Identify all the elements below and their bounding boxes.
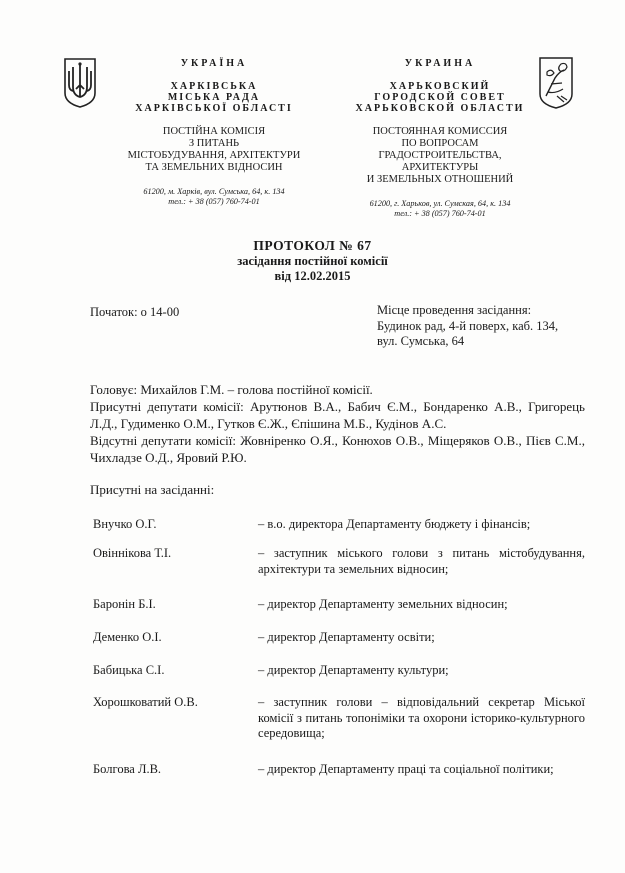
attendee-role: – в.о. директора Департаменту бюджету і фінансів;	[258, 517, 531, 531]
venue-line: вул. Сумська, 64	[377, 334, 465, 348]
protocol-subtitle: засідання постійної комісії	[237, 254, 388, 268]
phone-line: тел.: + 38 (057) 760-74-01	[394, 209, 486, 218]
council-line: ХАРЬКОВСКИЙ	[389, 81, 491, 92]
country-name: УКРАИНА	[404, 58, 476, 69]
address-line: 61200, г. Харьков, ул. Сумская, 64, к. 134	[369, 199, 511, 208]
protocol-date: від 12.02.2015	[274, 269, 351, 283]
attendee-role: – заступник голови – відповідальний секретар Міської комісії з питань топоніміки та охорони історико-культурного середовища;	[258, 695, 585, 740]
address	[340, 199, 540, 219]
commission-line: ПОСТОЯННАЯ КОМИССИЯ	[372, 126, 508, 137]
venue-line: Будинок рад, 4-й поверх, каб. 134,	[377, 318, 559, 333]
commission-line: ПО ВОПРОСАМ	[401, 138, 479, 149]
commission-name	[340, 126, 540, 186]
address	[110, 187, 318, 207]
present-deputies: Присутні депутати комісії: Арутюнов В.А., Бабич Є.М., Бондаренко А.В., Григорець Л.Д., Гудименко О.М., Гутков Є.Ж., Єпішина М.Б., Кудінов А.С.	[90, 399, 585, 431]
chair-paragraph: Головує: Михайлов Г.М. – голова постійної комісії.	[90, 382, 373, 397]
absent-deputies: Відсутні депутати комісії: Жовнiренко О.Я., Конюхов О.В., Міщеряков О.В., Пієв С.М., Чихладзе О.Д., Яровий Р.Ю.	[90, 433, 585, 465]
trident-coat-of-arms-icon	[63, 57, 97, 109]
commission-line: МІСТОБУДУВАННЯ, АРХІТЕКТУРИ	[127, 150, 301, 161]
protocol-number: ПРОТОКОЛ № 67	[253, 238, 372, 253]
attendee-name: Деменко О.І.	[93, 630, 162, 644]
council-line: ХАРЬКОВСКОЙ ОБЛАСТИ	[355, 103, 525, 114]
council-line: ГОРОДСКОЙ СОВЕТ	[374, 92, 506, 103]
attendee-name: Болгова Л.В.	[93, 762, 162, 776]
council-line: ХАРКІВСЬКА	[170, 81, 258, 92]
venue-line: Місце проведення засідання:	[377, 303, 532, 317]
commission-line: ГРАДОСТРОИТЕЛЬСТВА, АРХИТЕКТУРЫ	[378, 150, 502, 173]
attendee-role: – директор Департаменту праці та соціальної політики;	[258, 762, 554, 776]
header-ukrainian	[110, 58, 318, 207]
header-russian	[340, 58, 540, 219]
attendee-role: – директор Департаменту культури;	[258, 663, 449, 677]
protocol-title	[0, 238, 625, 284]
attendee-name: Бабицька С.І.	[93, 663, 165, 677]
attendee-role: – заступник міського голови з питань містобудування, архітектури та земельних відносин;	[258, 546, 585, 576]
commission-name	[110, 126, 318, 174]
council-name	[340, 81, 540, 114]
address-line: 61200, м. Харків, вул. Сумська, 64, к. 134	[143, 187, 285, 196]
start-time: Початок: о 14-00	[90, 305, 180, 319]
attendee-name: Внучко О.Г.	[93, 517, 157, 531]
commission-line: ТА ЗЕМЕЛЬНИХ ВІДНОСИН	[145, 162, 283, 173]
commission-line: ПОСТІЙНА КОМІСІЯ	[162, 126, 266, 137]
commission-line: И ЗЕМЕЛЬНЫХ ОТНОШЕНИЙ	[366, 174, 514, 185]
venue	[377, 303, 558, 350]
phone-line: тел.: + 38 (057) 760-74-01	[168, 197, 260, 206]
council-line: МІСЬКА РАДА	[167, 92, 261, 103]
attendee-role: – директор Департаменту освіти;	[258, 630, 435, 644]
attendee-name: Овіннікова Т.І.	[93, 546, 172, 560]
council-name	[110, 81, 318, 114]
attendee-role: – директор Департаменту земельних відносин;	[258, 597, 508, 611]
attendee-name: Баронін Б.І.	[93, 597, 156, 611]
attendees-heading: Присутні на засіданні:	[90, 482, 215, 497]
council-line: ХАРКІВСЬКОЇ ОБЛАСТІ	[135, 103, 293, 114]
kharkiv-coat-of-arms-icon	[537, 56, 575, 110]
attendee-name: Хорошковатий О.В.	[93, 695, 198, 709]
commission-line: З ПИТАНЬ	[188, 138, 240, 149]
country-name: УКРАЇНА	[180, 58, 248, 69]
